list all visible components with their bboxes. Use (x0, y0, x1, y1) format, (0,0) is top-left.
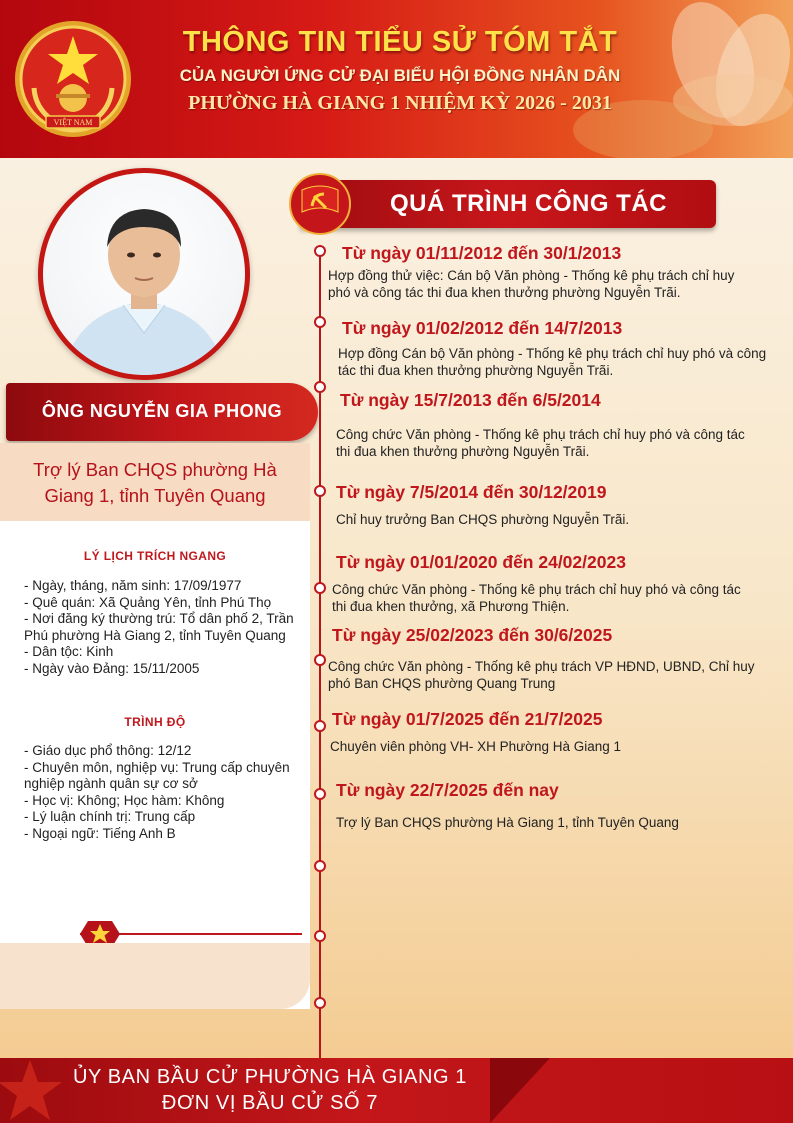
timeline-dot (314, 582, 326, 594)
bio-item-birthdate: - Ngày, tháng, năm sinh: 17/09/1977 (24, 578, 242, 593)
career-description: Hợp đồng thử việc: Cán bộ Văn phòng - Thống kê phụ trách chỉ huy phó và công tác thi đua khen thưởng phường Nguyễn Trãi. (328, 268, 735, 300)
career-entry (328, 625, 772, 691)
career-title: QUÁ TRÌNH CÔNG TÁC (390, 190, 667, 217)
bio-item-hometown: - Quê quán: Xã Quảng Yên, tỉnh Phú Thọ (24, 594, 272, 610)
timeline-dot (314, 245, 326, 257)
bio-item-party-date: - Ngày vào Đảng: 15/11/2005 (24, 660, 200, 676)
career-period: Từ ngày 01/02/2012 đến 14/7/2013 (342, 318, 623, 338)
bio-panel (0, 521, 310, 1009)
bio-item-ethnicity: - Dân tộc: Kinh (24, 644, 114, 659)
career-entry (330, 709, 772, 754)
page-subtitle: CỦA NGƯỜI ỨNG CỬ ĐẠI BIỂU HỘI ĐỒNG NHÂN DÂN (179, 66, 621, 85)
timeline-dot (314, 720, 326, 732)
career-period: Từ ngày 15/7/2013 đến 6/5/2014 (340, 390, 601, 410)
career-entry (328, 243, 782, 300)
education-list (24, 743, 296, 842)
career-description: Công chức Văn phòng - Thống kê phụ trách chỉ huy phó và công tác thi đua khen thưởng, xã Phương Thiện. (332, 582, 741, 614)
candidate-photo-frame (38, 168, 250, 380)
career-description: Công chức Văn phòng - Thống kê phụ trách chỉ huy phó và công tác thi đua khen thưởng phường Nguyễn Trãi. (336, 427, 745, 459)
header-banner (0, 0, 793, 158)
career-entry (336, 780, 776, 830)
portrait-icon (43, 173, 245, 375)
career-entry (338, 318, 782, 378)
career-description: Công chức Văn phòng - Thống kê phụ trách VP HĐND, UBND, Chỉ huy phó Ban CHQS phường Quang Trung (328, 659, 755, 691)
timeline-dot (314, 654, 326, 666)
bio-item-residence: - Nơi đăng ký thường trú: Tổ dân phố 2, Trần Phú phường Hà Giang 2, tỉnh Tuyên Quang (24, 611, 294, 643)
candidate-position: Trợ lý Ban CHQS phường Hà Giang 1, tỉnh Tuyên Quang (33, 459, 277, 506)
career-period: Từ ngày 22/7/2025 đến nay (336, 780, 559, 800)
career-period: Từ ngày 25/02/2023 đến 30/6/2025 (332, 625, 613, 645)
timeline-dot (314, 997, 326, 1009)
career-description: Chỉ huy trưởng Ban CHQS phường Nguyễn Trãi. (336, 512, 630, 527)
career-period: Từ ngày 01/01/2020 đến 24/02/2023 (336, 552, 626, 572)
career-entry (336, 482, 776, 527)
svg-text:VIỆT NAM: VIỆT NAM (53, 118, 93, 127)
career-description: Hợp đồng Cán bộ Văn phòng - Thống kê phụ trách chỉ huy phó và công tác thi đua khen thưởng phường Nguyễn Trãi. (338, 346, 767, 378)
timeline-dot (314, 860, 326, 872)
career-description: Trợ lý Ban CHQS phường Hà Giang 1, tỉnh Tuyên Quang (336, 815, 679, 830)
career-entry (332, 552, 776, 614)
edu-item-general: - Giáo dục phổ thông: 12/12 (24, 743, 192, 758)
career-period: Từ ngày 7/5/2014 đến 30/12/2019 (336, 482, 607, 502)
bio-list (24, 578, 296, 677)
career-period: Từ ngày 01/7/2025 đến 21/7/2025 (332, 709, 603, 729)
edu-item-political: - Lý luận chính trị: Trung cấp (24, 809, 196, 824)
education-section-title: TRÌNH ĐỘ (124, 715, 186, 729)
edu-item-specialty: - Chuyên môn, nghiệp vụ: Trung cấp chuyên nghiệp ngành quân sự cơ sở (24, 759, 290, 791)
electoral-unit: ĐƠN VỊ BẦU CỬ SỐ 7 (161, 1092, 379, 1114)
career-period: Từ ngày 01/11/2012 đến 30/1/2013 (342, 243, 622, 263)
timeline-dot (314, 788, 326, 800)
candidate-position-box (0, 443, 310, 521)
candidate-name-banner (6, 383, 318, 441)
timeline-dot (314, 485, 326, 497)
bio-section-title: LÝ LỊCH TRÍCH NGANG (83, 549, 227, 563)
timeline-dot (314, 930, 326, 942)
career-description: Chuyên viên phòng VH- XH Phường Hà Giang 1 (330, 739, 622, 754)
national-emblem-icon (12, 18, 134, 140)
ward-term-title: PHƯỜNG HÀ GIANG 1 NHIỆM KỲ 2026 - 2031 (188, 92, 612, 114)
career-entry (336, 390, 780, 459)
party-flag-icon (288, 172, 352, 236)
edu-item-language: - Ngoại ngữ: Tiếng Anh B (24, 825, 176, 841)
timeline-dot (314, 316, 326, 328)
page-title: THÔNG TIN TIỂU SỬ TÓM TẮT (182, 26, 618, 58)
footer-banner (0, 1058, 793, 1123)
timeline-dot (314, 381, 326, 393)
edu-item-degree: - Học vị: Không; Học hàm: Không (24, 792, 225, 808)
candidate-photo (43, 173, 245, 375)
election-committee: ỦY BAN BẦU CỬ PHƯỜNG HÀ GIANG 1 (72, 1066, 468, 1088)
career-title-banner (300, 180, 716, 228)
bio-panel-footer-fill (0, 943, 310, 1009)
candidate-name: ÔNG NGUYỄN GIA PHONG (41, 401, 283, 421)
